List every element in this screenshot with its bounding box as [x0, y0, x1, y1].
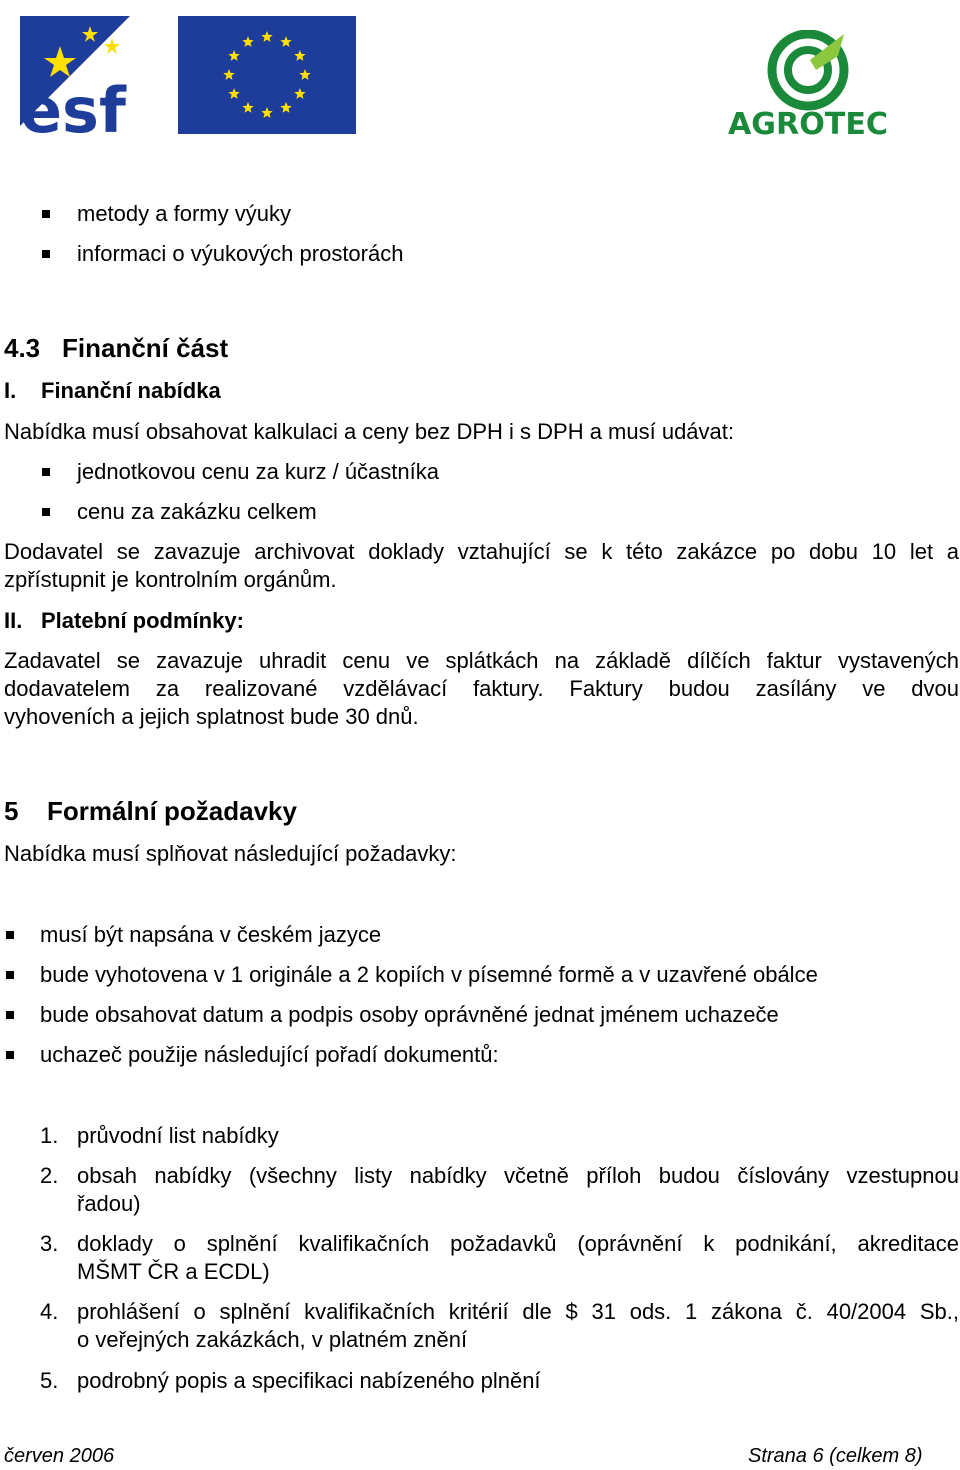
list-number: 2.	[40, 1163, 59, 1188]
paragraph: Nabídka musí splňovat následující požadavky:	[4, 841, 457, 866]
list-item: řadou)	[77, 1191, 141, 1216]
esf-logo	[20, 16, 164, 136]
bullet-icon	[6, 931, 14, 939]
bullet-icon	[6, 1011, 14, 1019]
agrotec-logo	[726, 30, 892, 140]
list-number: 1.	[40, 1123, 59, 1148]
list-item: uchazeč použije následující pořadí dokumentů:	[40, 1042, 499, 1067]
list-item: doklady o splnění kvalifikačních požadavků (oprávnění k podnikání, akreditace	[77, 1231, 959, 1256]
footer-date: červen 2006	[4, 1445, 115, 1467]
footer-page-number: Strana 6 (celkem 8)	[748, 1445, 923, 1467]
agrotec-logo-text: AGROTEC	[728, 107, 888, 140]
list-number: 4.	[40, 1299, 59, 1324]
paragraph: Nabídka musí obsahovat kalkulaci a ceny bez DPH i s DPH a musí udávat:	[4, 419, 735, 444]
section-title: Finanční část	[62, 333, 229, 363]
paragraph-line: dodavatelem za realizované vzdělávací faktury. Faktury budou zasílány ve dvou	[4, 676, 959, 701]
bullet-icon	[42, 250, 50, 258]
section-title: Formální požadavky	[47, 796, 297, 826]
subsection-title: Platební podmínky:	[41, 608, 244, 633]
subsection-number: I.	[4, 378, 17, 403]
paragraph-line: Zadavatel se zavazuje uhradit cenu ve splátkách na základě dílčích faktur vystavených	[4, 648, 959, 673]
list-item: bude obsahovat datum a podpis osoby oprávněné jednat jménem uchazeče	[40, 1002, 779, 1027]
eu-flag-logo	[178, 16, 356, 134]
list-item: prohlášení o splnění kvalifikačních kritérií dle $ 31 ods. 1 zákona č. 40/2004 Sb.,	[77, 1299, 959, 1324]
subsection-title: Finanční nabídka	[41, 378, 221, 403]
list-item: průvodní list nabídky	[77, 1123, 279, 1148]
bullet-icon	[6, 971, 14, 979]
list-item: informaci o výukových prostorách	[77, 241, 404, 266]
bullet-icon	[42, 508, 50, 516]
paragraph-line: Dodavatel se zavazuje archivovat doklady vztahující se k této zakázce po dobu 10 let a	[4, 539, 959, 564]
paragraph-line: vyhoveních a jejich splatnost bude 30 dnů.	[4, 704, 419, 729]
bullet-icon	[42, 210, 50, 218]
list-item: MŠMT ČR a ECDL)	[77, 1259, 270, 1284]
section-number: 5	[4, 796, 19, 826]
list-item: podrobný popis a specifikaci nabízeného plnění	[77, 1368, 541, 1393]
list-item: cenu za zakázku celkem	[77, 499, 317, 524]
esf-logo-text: esf	[20, 74, 126, 136]
list-number: 5.	[40, 1368, 59, 1393]
list-item: bude vyhotovena v 1 originále a 2 kopiích v písemné formě a v uzavřené obálce	[40, 962, 818, 987]
list-item: o veřejných zakázkách, v platném znění	[77, 1327, 468, 1352]
list-item: musí být napsána v českém jazyce	[40, 922, 382, 947]
bullet-icon	[6, 1051, 14, 1059]
paragraph-line: zpřístupnit je kontrolním orgánům.	[4, 567, 337, 592]
list-item: jednotkovou cenu za kurz / účastníka	[77, 459, 439, 484]
list-item: metody a formy výuky	[77, 201, 291, 226]
list-item: obsah nabídky (všechny listy nabídky včetně příloh budou číslovány vzestupnou	[77, 1163, 959, 1188]
bullet-icon	[42, 468, 50, 476]
list-number: 3.	[40, 1231, 59, 1256]
section-number: 4.3	[4, 333, 41, 363]
subsection-number: II.	[4, 608, 23, 633]
